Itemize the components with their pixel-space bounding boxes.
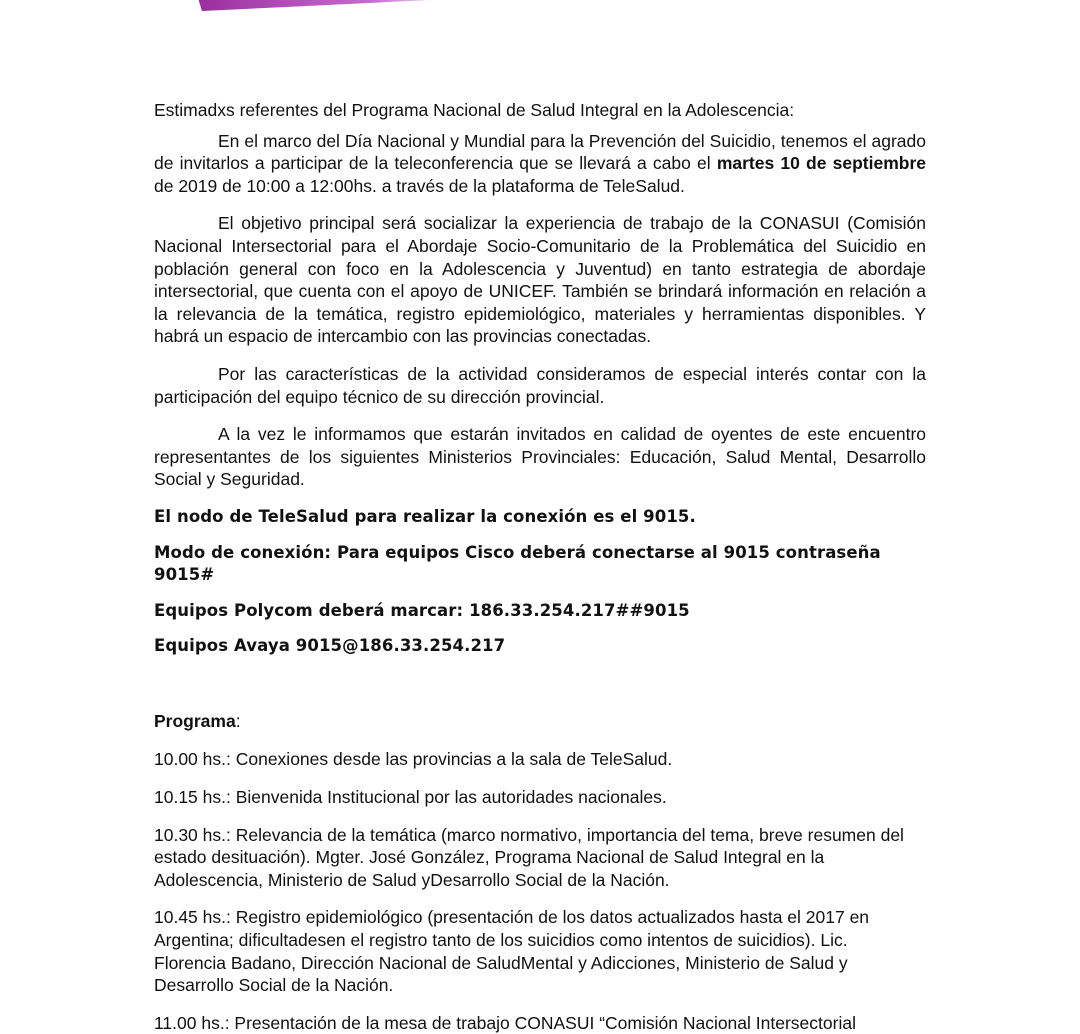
- program-item: 10.15 hs.: Bienvenida Institucional por las autoridades nacionales.: [154, 787, 667, 808]
- program-item: 11.00 hs.: Presentación de la mesa de trabajo CONASUI “Comisión Nacional Intersectorial: [154, 1012, 856, 1033]
- program-list: [154, 748, 926, 1034]
- program-item: 10.45 hs.: Registro epidemiológico (presentación de los datos actualizados hasta el 2017 en Argentina; dificultadesen el registro tanto de los suicidios como intentos de suicidios). Lic. Florencia Badano, Dirección Nacional de SaludMental y Adicciones, Ministerio de Salud y Desarrollo Social de la Nación.: [154, 907, 870, 996]
- invitation-text: En el marco del Día Nacional y Mundial para la Prevención del Suicidio, tenemos el agrado de invitarlos a participar de la teleconferencia que se llevará a cabo el: [154, 130, 926, 174]
- connection-polycom: Equipos Polycom deberá marcar: 186.33.254.217##9015: [154, 600, 690, 620]
- invitation-text-end: de 2019 de 10:00 a 12:00hs. a través de la plataforma de TeleSalud.: [154, 175, 685, 196]
- event-date: martes 10 de septiembre: [716, 153, 926, 174]
- connection-cisco: Modo de conexión: Para equipos Cisco deberá conectarse al 9015 contraseña 9015#: [154, 542, 881, 585]
- program-item: 10.00 hs.: Conexiones desde las provincias a la sala de TeleSalud.: [154, 749, 673, 770]
- program-colon: :: [235, 710, 241, 731]
- connection-avaya: Equipos Avaya 9015@186.33.254.217: [154, 636, 506, 656]
- connection-node: El nodo de TeleSalud para realizar la conexión es el 9015.: [154, 506, 696, 526]
- paragraph-participation: Por las características de la actividad consideramos de especial interés contar con la participación del equipo técnico de su dirección provincial.: [154, 363, 926, 407]
- letter-body: [154, 99, 926, 1034]
- paragraph-invitation: [154, 130, 926, 198]
- program-title: Programa: [154, 710, 236, 731]
- program-item: 10.30 hs.: Relevancia de la temática (marco normativo, importancia del tema, breve resumen del estado desituación). Mgter. José González, Programa Nacional de Salud Integral en la Adolescencia, Ministerio de Salud yDesarrollo Social de la Nación.: [154, 824, 904, 890]
- paragraph-audience: A la vez le informamos que estarán invitados en calidad de oyentes de este encuentro representantes de los siguientes Ministerios Provinciales: Educación, Salud Mental, Desarrollo Social y Seguridad.: [154, 424, 926, 490]
- banner-graphic: [198, 0, 430, 11]
- header-banner: [198, 0, 430, 11]
- program-heading: [154, 710, 926, 733]
- greeting: Estimadxs referentes del Programa Nacional de Salud Integral en la Adolescencia:: [154, 100, 795, 120]
- paragraph-objective: El objetivo principal será socializar la experiencia de trabajo de la CONASUI (Comisión Nacional Intersectorial para el Abordaje Socio-Comunitario de la Problemática del Suicidio en población general con foco en la Adolescencia y Juventud) en tanto estrategia de abordaje intersectorial, que cuenta con el apoyo de UNICEF. También se brindará información en relación a la relevancia de la temática, registro epidemiológico, materiales y herramientas disponibles. Y habrá un espacio de intercambio con las provincias conectadas.: [154, 213, 926, 347]
